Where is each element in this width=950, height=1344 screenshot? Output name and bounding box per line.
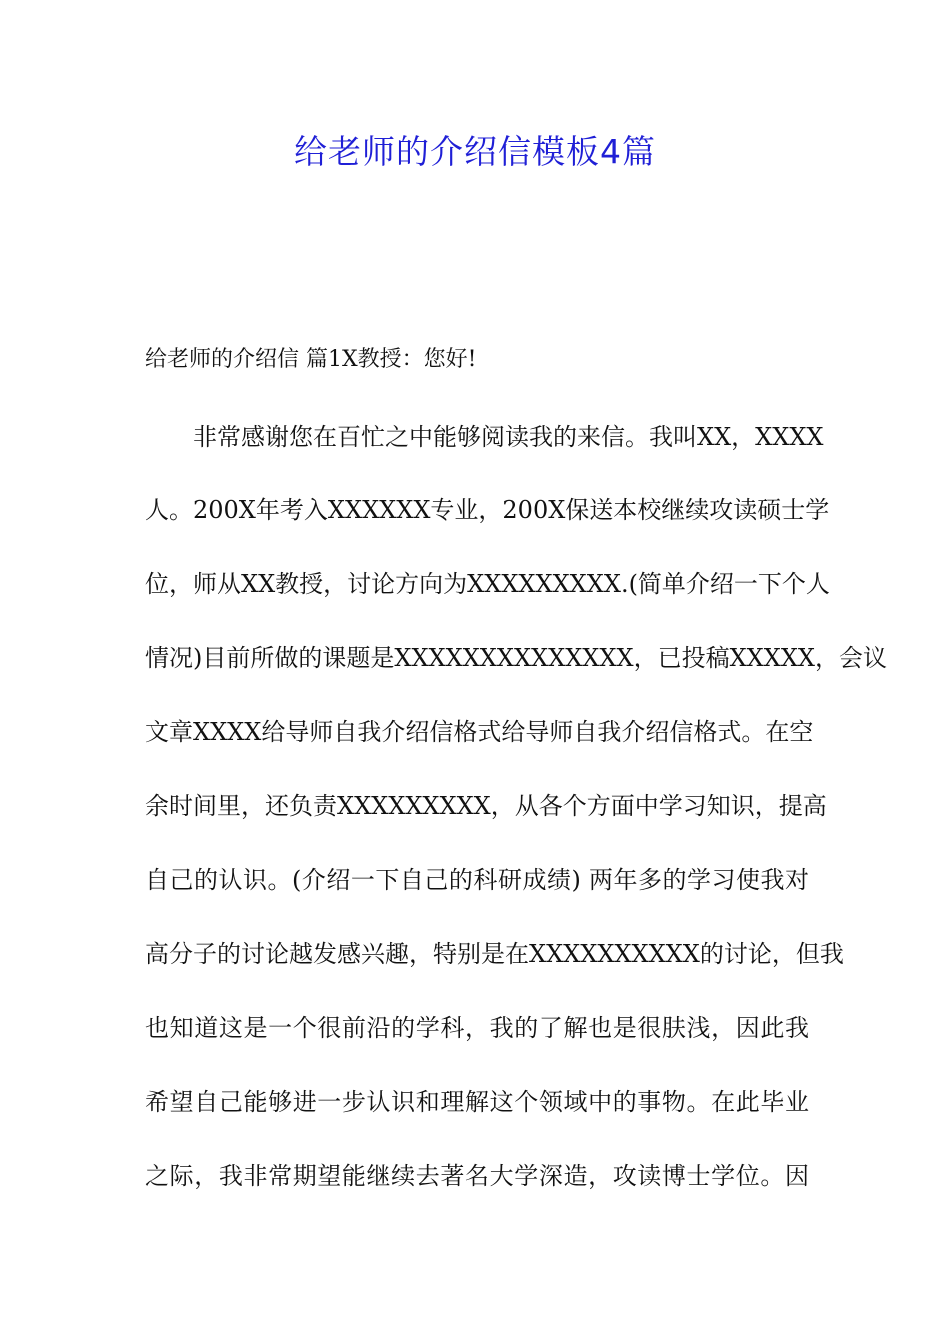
paragraph-line: 位，师从XX教授，讨论方向为XXXXXXXXX.(简单介绍一下个人 — [145, 570, 830, 598]
paragraph-line: 之际，我非常期望能继续去著名大学深造，攻读博士学位。因 — [145, 1162, 809, 1190]
paragraph-line: 人。200X年考入XXXXXX专业，200X保送本校继续攻读硕士学 — [145, 496, 830, 524]
paragraph-line: 自己的认识。(介绍一下自己的科研成绩) 两年多的学习使我对 — [145, 866, 809, 894]
document-title: 给老师的介绍信模板4篇 — [294, 132, 656, 171]
paragraph-line: 文章XXXX给导师自我介绍信格式给导师自我介绍信格式。在空 — [145, 718, 814, 746]
paragraph-line: 非常感谢您在百忙之中能够阅读我的来信。我叫XX，XXXX — [193, 423, 824, 451]
paragraph-line: 余时间里，还负责XXXXXXXXX，从各个方面中学习知识，提高 — [145, 792, 827, 820]
paragraph-line: 高分子的讨论越发感兴趣，特别是在XXXXXXXXXX的讨论，但我 — [145, 940, 844, 968]
paragraph-line: 希望自己能够进一步认识和理解这个领域中的事物。在此毕业 — [145, 1088, 809, 1116]
paragraph-line: 也知道这是一个很前沿的学科，我的了解也是很肤浅，因此我 — [145, 1014, 809, 1042]
greeting-line: 给老师的介绍信 篇1X教授：您好! — [145, 347, 477, 372]
paragraph-line: 情况)目前所做的课题是XXXXXXXXXXXXXX，已投稿XXXXX，会议 — [145, 644, 887, 672]
